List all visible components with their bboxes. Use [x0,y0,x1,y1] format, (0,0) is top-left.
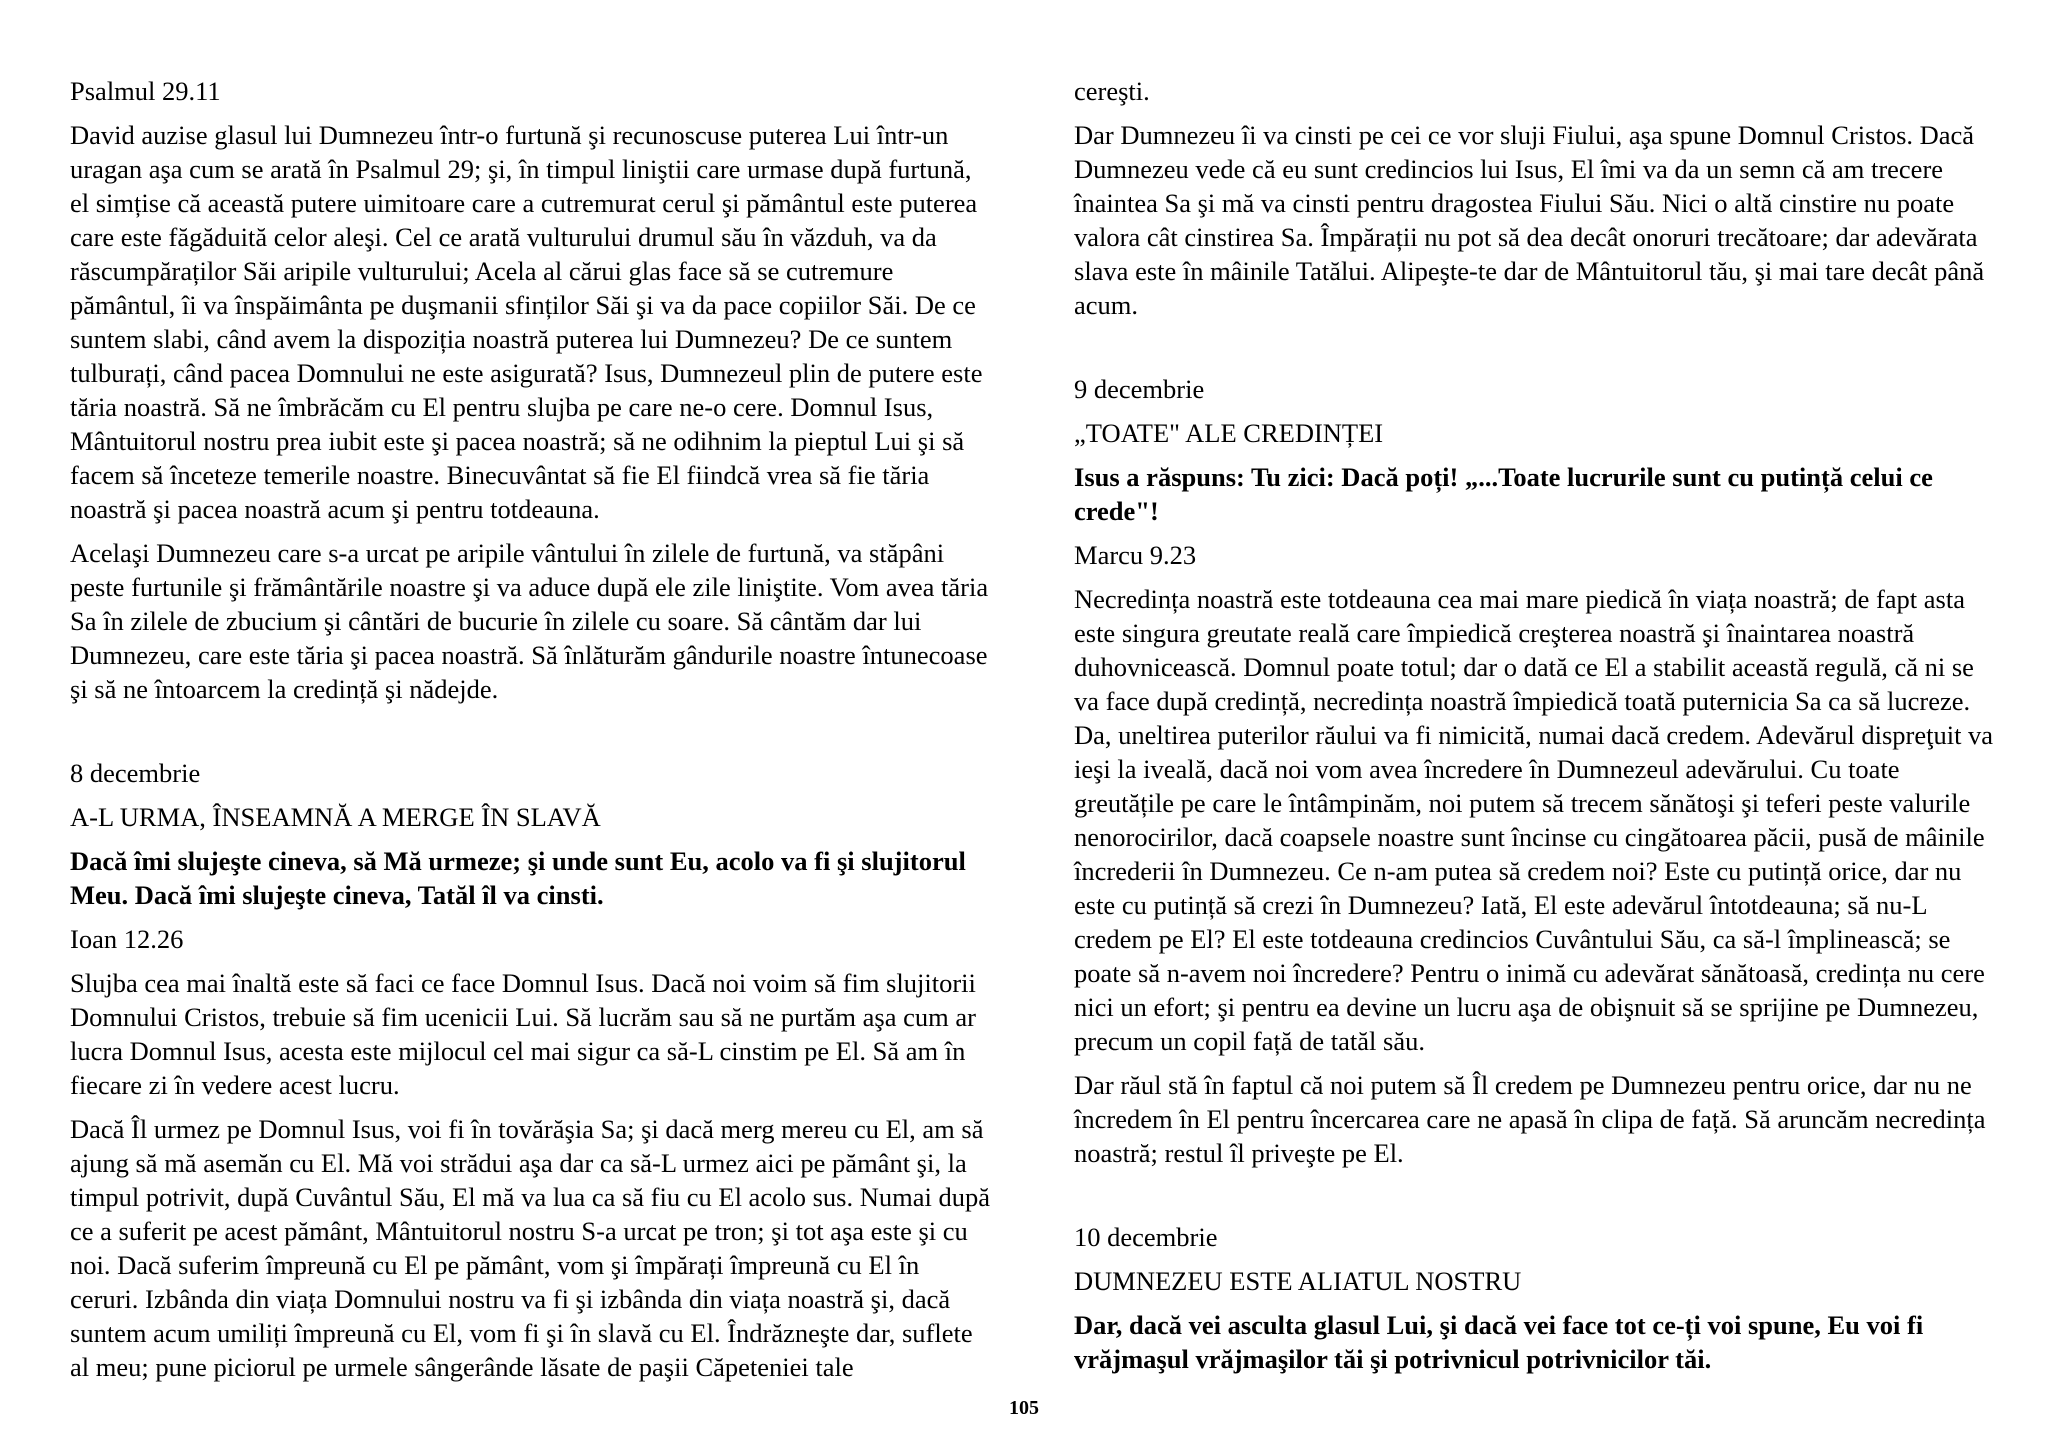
right-column [1074,74,1994,1386]
page-number: 105 [1009,1397,1039,1419]
entry-title: „TOATE" ALE CREDINȚEI [1074,418,1384,448]
body-paragraph: Necredința noastră este totdeauna cea mai mare piedică în viața noastră; de fapt asta este singura greutate reală care împiedică creşterea noastră şi înaintarea noastră duhovnicească. Domnul poate totul; dar o dată ce El a stabilit această regulă, că ni se va face după credință, necredința noastră împiedică toată puternicia Sa ca să lucreze. Da, uneltirea puterilor răului va fi nimicită, numai dacă credem. Adevărul dispreţuit va ieşi la iveală, dacă noi vom avea încredere în Dumnezeul adevărului. Cu toate greutățile pe care le întâmpinăm, noi putem să trecem sănătoşi şi teferi peste valurile nenorocirilor, dacă coapsele noastre sunt încinse cu cingătoarea păcii, pusă de mâinile încrederii în Dumnezeu. Ce n-am putea să credem noi? Este cu putință orice, dar nu este cu putință să crezi în Dumnezeu? Iată, El este adevărul întotdeauna; să nu-L credem pe El? El este totdeauna credincios Cuvântului Său, ca să-l împlinească; se poate să n-avem noi încredere? Pentru o inimă cu adevărat sănătoasă, credința nu cere nici un efort; şi pentru ea devine un lucru aşa de obişnuit să se sprijine pe Dumnezeu, precum un copil față de tatăl său. [1074,584,1994,1056]
entry-title: DUMNEZEU ESTE ALIATUL NOSTRU [1074,1266,1522,1296]
key-verse: Dacă îmi slujeşte cineva, să Mă urmeze; şi unde sunt Eu, acolo va fi şi slujitorul Meu. Dacă îmi slujeşte cineva, Tatăl îl va cinsti. [70,846,966,910]
body-paragraph: Acelaşi Dumnezeu care s-a urcat pe aripile vântului în zilele de furtună, va stăpâni peste furtunile şi frământările noastre şi va aduce după ele zile liniştite. Vom avea tăria Sa în zilele de zbucium şi cântări de bucurie în zilele cu soare. Să cântăm dar lui Dumnezeu, care este tăria şi pacea noastră. Să înlăturăm gândurile noastre întunecoase şi să ne întoarcem la credință şi nădejde. [70,538,989,704]
entry-date: 8 decembrie [70,758,201,788]
body-paragraph: David auzise glasul lui Dumnezeu într-o furtună şi recunoscuse puterea Lui într-un uragan aşa cum se arată în Psalmul 29; şi, în timpul liniştii care urmase după furtună, el simțise că această putere uimitoare care a cutremurat cerul şi pământul este puterea care este făgăduită celor aleşi. Cel ce arată vulturului drumul său în văzduh, va da răscumpăraților Săi aripile vulturului; Acela al cărui glas face să se cutremure pământul, îi va înspăimânta pe duşmanii sfinților Săi şi va da pace copiilor Săi. De ce suntem slabi, când avem la dispoziția noastră puterea lui Dumnezeu? De ce suntem tulburați, când pacea Domnului ne este asigurată? Isus, Dumnezeul plin de putere este tăria noastră. Să ne îmbrăcăm cu El pentru slujba pe care ne-o cere. Domnul Isus, Mântuitorul nostru prea iubit este şi pacea noastră; să ne odihnim la pieptul Lui şi să facem să înceteze temerile noastre. Binecuvântat să fie El fiindcă vrea să fie tăria noastră şi pacea noastră acum şi pentru totdeauna. [70,120,983,524]
scripture-reference: Marcu 9.23 [1074,540,1197,570]
left-column [70,74,990,1394]
body-paragraph: Dar Dumnezeu îi va cinsti pe cei ce vor sluji Fiului, aşa spune Domnul Cristos. Dacă Dumnezeu vede că eu sunt credincios lui Isus, El îmi va da un semn că am trecere înaintea Sa şi mă va cinsti pentru dragostea Fiului Său. Nici o altă cinstire nu poate valora cât cinstirea Sa. Împărații nu pot să dea decât onoruri trecătoare; dar adevărata slava este în mâinile Tatălui. Alipeşte-te dar de Mântuitorul tău, şi mai tare decât până acum. [1074,120,1985,320]
entry-date: 9 decembrie [1074,374,1205,404]
scripture-reference: Psalmul 29.11 [70,76,221,106]
scripture-reference: Ioan 12.26 [70,924,184,954]
key-verse: Dar, dacă vei asculta glasul Lui, şi dacă vei face tot ce-ți voi spune, Eu voi fi vrăjmaşul vrăjmaşilor tăi şi potrivnicul potrivnicilor tăi. [1074,1310,1924,1374]
entry-date: 10 decembrie [1074,1222,1218,1252]
entry-title: A-L URMA, ÎNSEAMNĂ A MERGE ÎN SLAVĂ [70,802,601,832]
body-paragraph: Dar răul stă în faptul că noi putem să Îl credem pe Dumnezeu pentru orice, dar nu ne încredem în El pentru încercarea care ne apasă în clipa de față. Să aruncăm necredința noastră; restul îl priveşte pe El. [1074,1070,1986,1168]
key-verse: Isus a răspuns: Tu zici: Dacă poți! „...Toate lucrurile sunt cu putință celui ce crede"! [1074,462,1933,526]
body-paragraph: cereşti. [1074,76,1150,106]
body-paragraph: Dacă Îl urmez pe Domnul Isus, voi fi în tovărăşia Sa; şi dacă merg mereu cu El, am să ajung să mă asemăn cu El. Mă voi strădui aşa dar ca să-L urmez aici pe pământ şi, la timpul potrivit, după Cuvântul Său, El mă va lua ca să fiu cu El acolo sus. Numai după ce a suferit pe acest pământ, Mântuitorul nostru S-a urcat pe tron; şi tot aşa este şi cu noi. Dacă suferim împreună cu El pe pământ, vom şi împărați împreună cu El în ceruri. Izbânda din viața Domnului nostru va fi şi izbânda din viața noastră şi, dacă suntem acum umiliți împreună cu El, vom fi şi în slavă cu El. Îndrăzneşte dar, suflete al meu; pune piciorul pe urmele sângerânde lăsate de paşii Căpeteniei tale [70,1114,990,1382]
body-paragraph: Slujba cea mai înaltă este să faci ce face Domnul Isus. Dacă noi voim să fim slujitorii Domnului Cristos, trebuie să fim ucenicii Lui. Să lucrăm sau să ne purtăm aşa cum ar lucra Domnul Isus, acesta este mijlocul cel mai sigur ca să-L cinstim pe El. Să am în fiecare zi în vedere acest lucru. [70,968,976,1100]
